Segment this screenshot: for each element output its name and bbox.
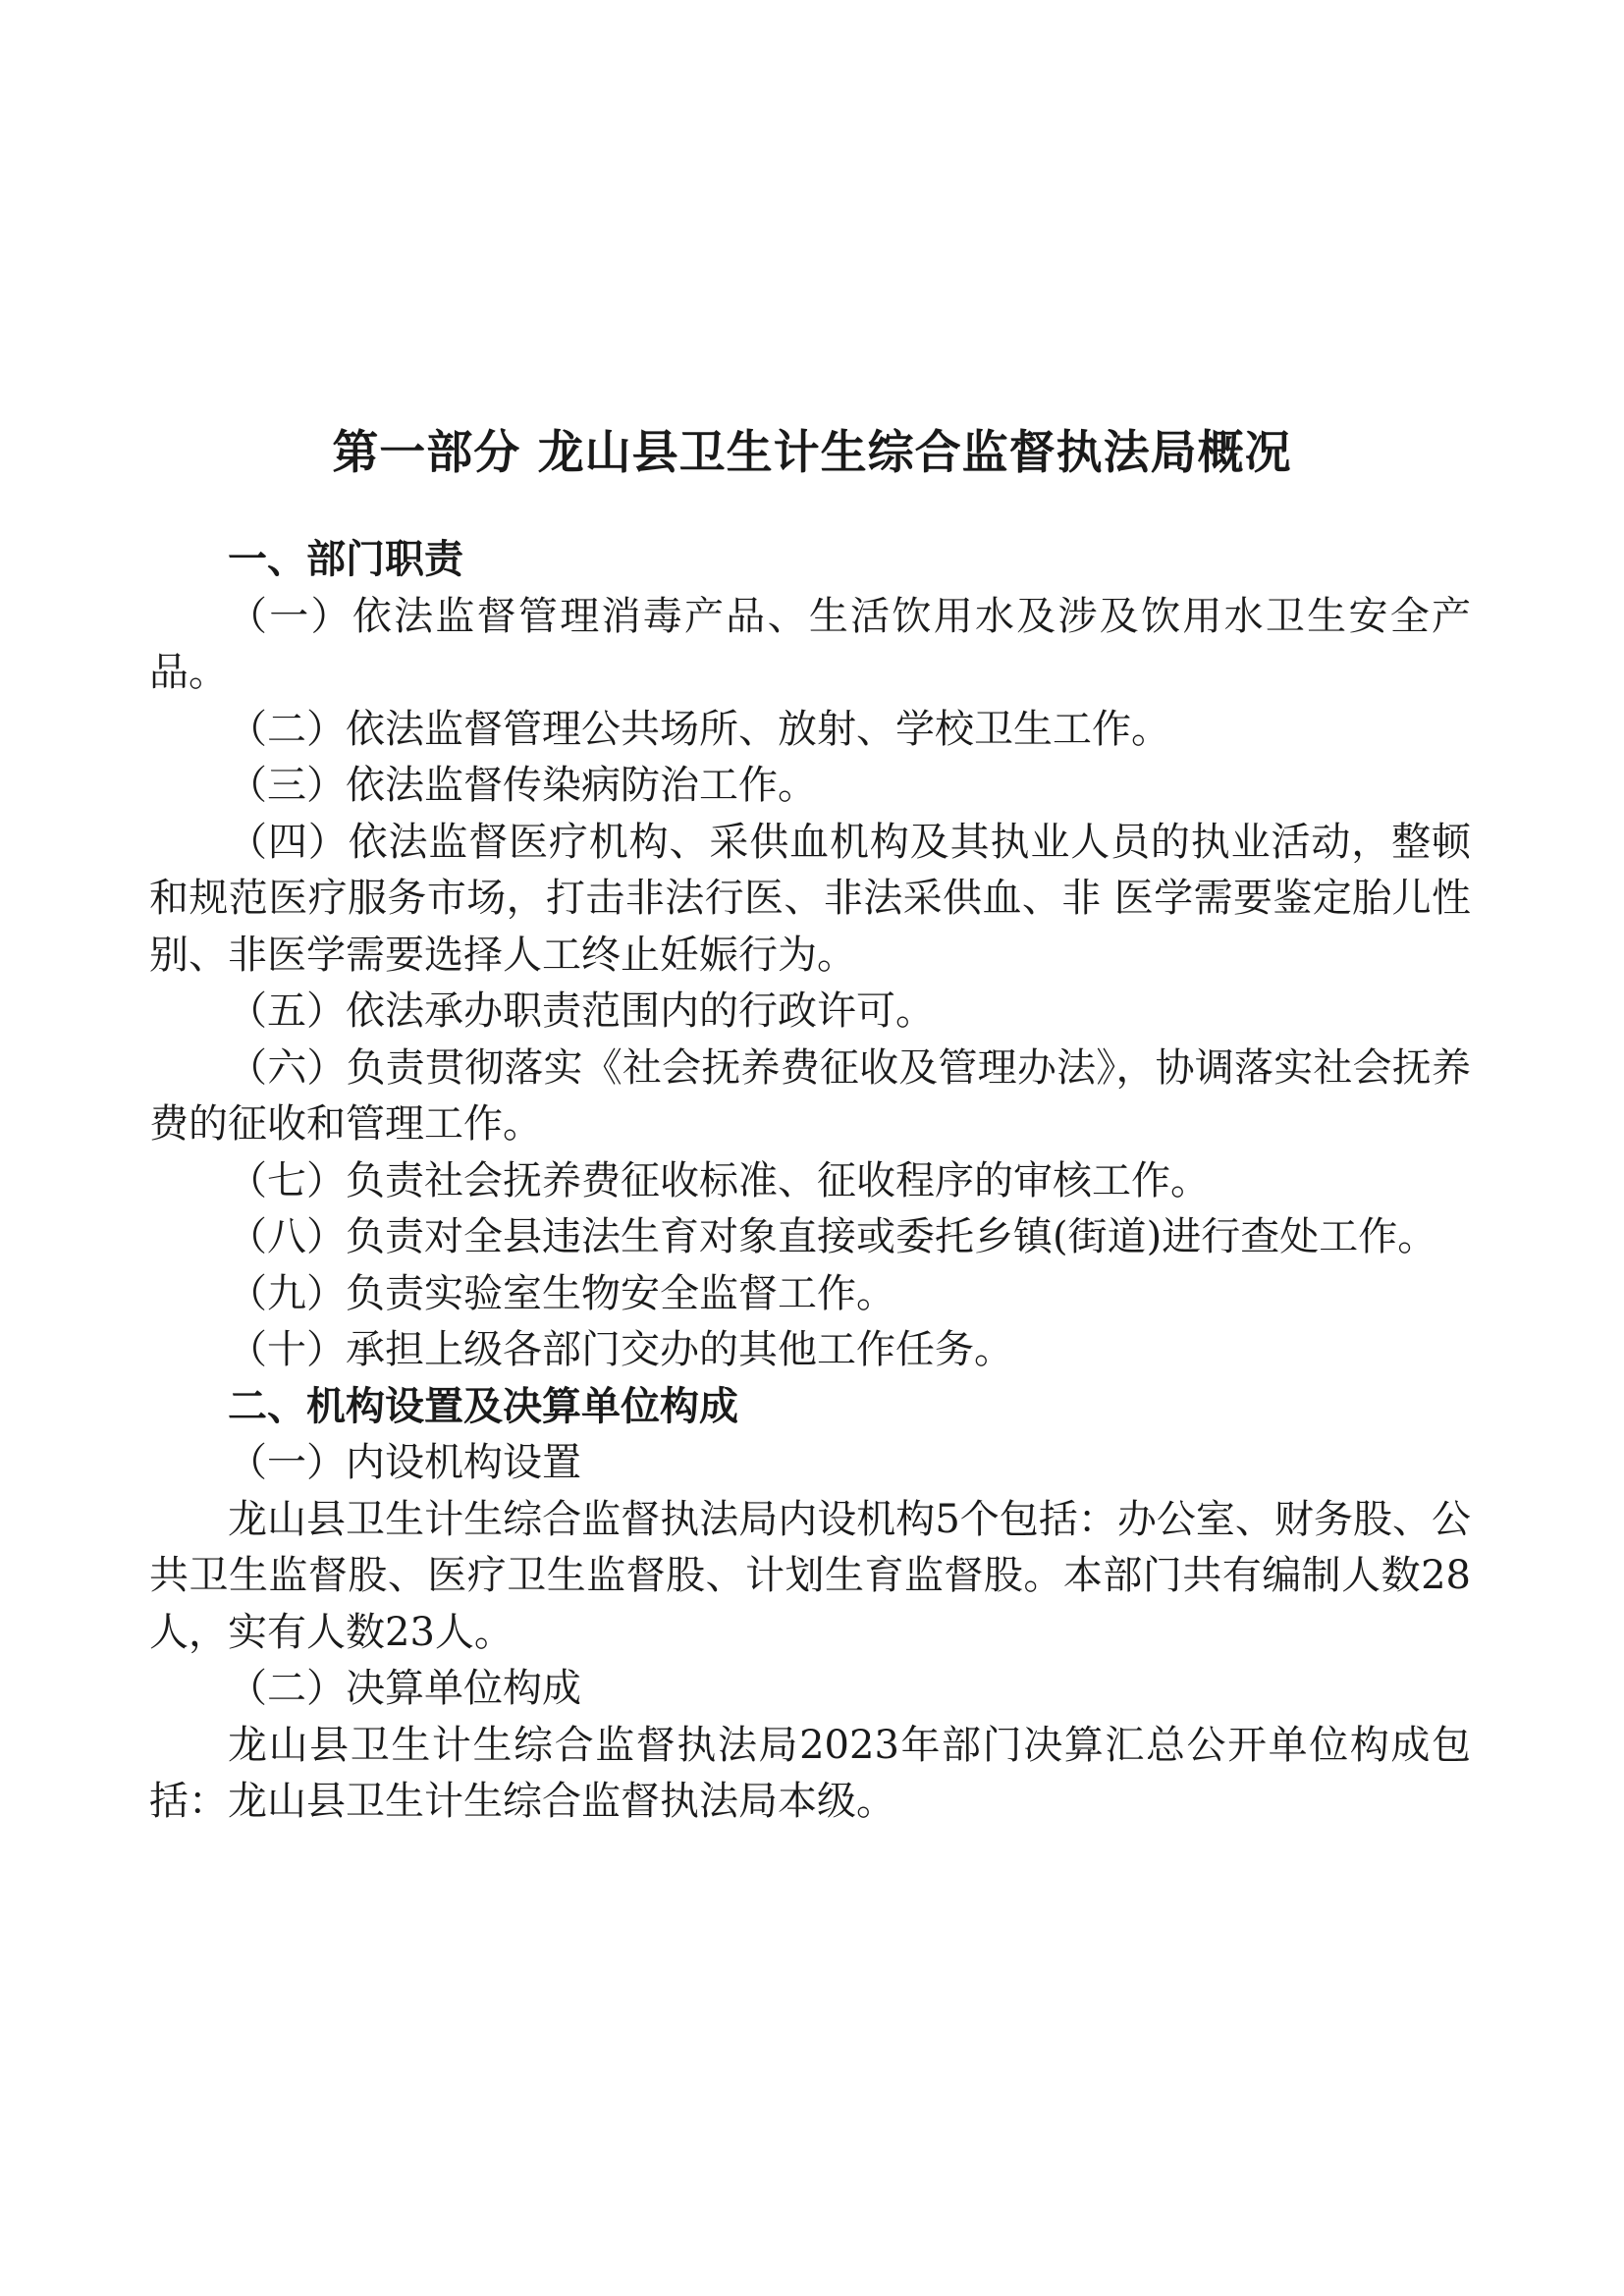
- section-heading-duties: 一、部门职责: [228, 537, 463, 582]
- duty-item-10: （十）承担上级各部门交办的其他工作任务。: [228, 1327, 1013, 1372]
- document-body: [149, 532, 1471, 1831]
- duty-item-6: （六）负责贯彻落实《社会抚养费征收及管理办法》，协调落实社会抚养费的征收和管理工作。: [149, 1044, 1471, 1147]
- duty-item-8: （八）负责对全县违法生育对象直接或委托乡镇(街道)进行查处工作。: [228, 1214, 1437, 1259]
- subsection-heading-units: （二）决算单位构成: [228, 1666, 581, 1711]
- duty-item-9: （九）负责实验室生物安全监督工作。: [228, 1270, 895, 1316]
- duty-item-2: （二）依法监督管理公共场所、放射、学校卫生工作。: [228, 706, 1170, 752]
- duty-item-7: （七）负责社会抚养费征收标准、征收程序的审核工作。: [228, 1157, 1210, 1203]
- page-title: 第一部分 龙山县卫生计生综合监督执法局概况: [332, 426, 1292, 480]
- duty-item-3: （三）依法监督传染病防治工作。: [228, 763, 817, 808]
- duty-item-1: （一）依法监督管理消毒产品、生活饮用水及涉及饮用水卫生安全产品。: [149, 593, 1471, 695]
- accounting-units-text: 龙山县卫生计生综合监督执法局2023年部门决算汇总公开单位构成包括：龙山县卫生计生综合监督执法局本级。: [149, 1722, 1471, 1824]
- section-heading-organization: 二、机构设置及决算单位构成: [228, 1383, 738, 1429]
- duty-item-5: （五）依法承办职责范围内的行政许可。: [228, 988, 935, 1034]
- subsection-heading-internal: （一）内设机构设置: [228, 1440, 581, 1485]
- duty-item-4: （四）依法监督医疗机构、采供血机构及其执业人员的执业活动，整顿和规范医疗服务市场，打击非法行医、非法采供血、非 医学需要鉴定胎儿性别、非医学需要选择人工终止妊娠行为。: [149, 819, 1471, 978]
- internal-structure-text: 龙山县卫生计生综合监督执法局内设机构5个包括：办公室、财务股、公共卫生监督股、医疗卫生监督股、计划生育监督股。本部门共有编制人数28人，实有人数23人。: [149, 1496, 1471, 1655]
